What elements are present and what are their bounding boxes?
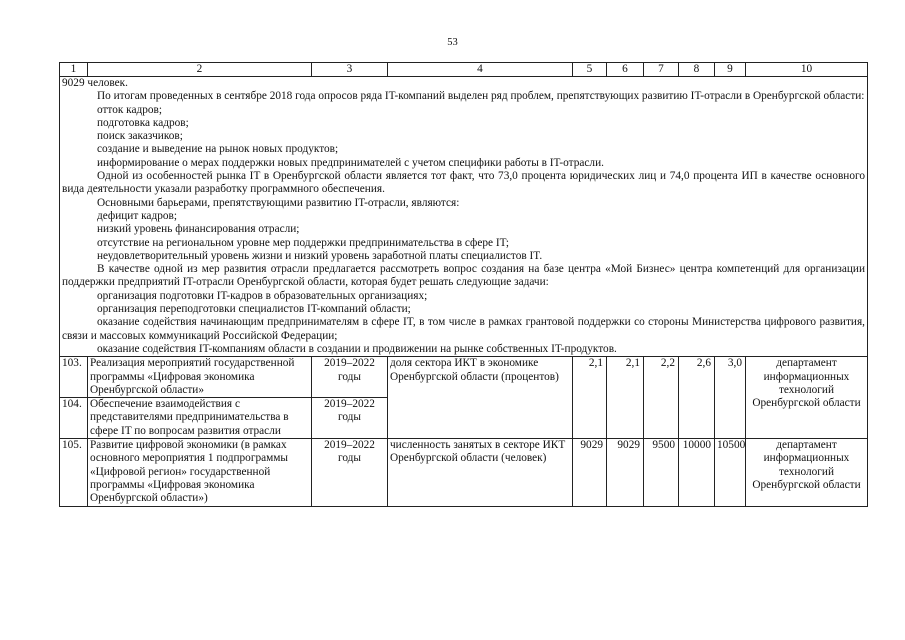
list-item: отсутствие на региональном уровне мер поддержки предпринимательства в сфере IT; <box>97 236 510 249</box>
indicator-cell: доля сектора ИКТ в экономике Оренбургской области (процентов) <box>388 357 573 439</box>
header-cell: 2 <box>88 63 312 77</box>
header-cell: 1 <box>60 63 88 77</box>
value-cell: 2,6 <box>679 357 715 439</box>
paragraph: Одной из особенностей рынка IT в Оренбургской области является тот факт, что 73,0 процента юридических лиц и 74,0 процента ИП в качестве основного вида деятельности указали разработку программного обеспечения. <box>62 170 865 196</box>
department-cell: департамент информационных технологий Оренбургской области <box>746 439 868 506</box>
row-number: 104. <box>60 398 88 439</box>
value-cell: 2,1 <box>573 357 607 439</box>
period-cell: 2019–2022 годы <box>312 439 388 506</box>
period-cell: 2019–2022 годы <box>312 357 388 398</box>
text-row <box>60 77 868 357</box>
list-item: организация подготовки IT-кадров в образовательных организациях; <box>97 289 428 302</box>
value-cell: 2,2 <box>644 357 679 439</box>
period-cell: 2019–2022 годы <box>312 398 388 439</box>
value-cell: 9029 <box>607 439 644 506</box>
page-number: 53 <box>447 37 458 48</box>
row-number: 105. <box>60 439 88 506</box>
header-cell: 4 <box>388 63 573 77</box>
header-cell: 7 <box>644 63 679 77</box>
list-item: организация переподготовки специалистов IT-компаний области; <box>97 303 411 316</box>
list-item: низкий уровень финансирования отрасли; <box>97 223 300 236</box>
list-item: дефицит кадров; <box>97 209 177 222</box>
list-item: создание и выведение на рынок новых продуктов; <box>97 143 339 156</box>
list-item: подготовка кадров; <box>97 116 189 129</box>
paragraph: Основными барьерами, препятствующими развитию IT-отрасли, являются: <box>97 196 460 209</box>
value-cell: 9029 <box>573 439 607 506</box>
header-cell: 3 <box>312 63 388 77</box>
header-cell: 5 <box>573 63 607 77</box>
header-cell: 9 <box>715 63 746 77</box>
measure-cell: Развитие цифровой экономики (в рамках основного мероприятия 1 подпрограммы «Цифровой регион» государственной программы «Цифровая экономика Оренбургской области») <box>88 439 312 506</box>
paragraph: 9029 человек. <box>62 77 128 89</box>
row-number: 103. <box>60 357 88 398</box>
list-item: неудовлетворительный уровень жизни и низкий уровень заработной платы специалистов IT. <box>97 249 543 262</box>
value-cell: 9500 <box>644 439 679 506</box>
measure-cell: Обеспечение взаимодействия с представителями предпринимательства в сфере IT по вопросам развития отрасли <box>88 398 312 439</box>
list-item: информирование о мерах поддержки новых предпринимателей с учетом специфики работы в IT-отрасли. <box>97 156 604 169</box>
value-cell: 10000 <box>679 439 715 506</box>
list-item: оказание содействия начинающим предпринимателям в сфере IT, в том числе в рамках грантовой поддержки со стороны Министерства цифрового развития, связи и массовых коммуникаций Российской Федерации; <box>62 316 865 342</box>
list-item: оказание содействия IT-компаниям области в создании и продвижении на рынке собственных IT-продуктов. <box>97 342 617 355</box>
indicator-cell: численность занятых в секторе ИКТ Оренбургской области (человек) <box>388 439 573 506</box>
list-item: отток кадров; <box>97 103 163 116</box>
list-item: поиск заказчиков; <box>97 130 183 143</box>
header-cell: 10 <box>746 63 868 77</box>
value-cell: 2,1 <box>607 357 644 439</box>
measure-cell: Реализация мероприятий государственной программы «Цифровая экономика Оренбургской области» <box>88 357 312 398</box>
table-row-103 <box>60 357 868 398</box>
column-number-header <box>60 63 868 77</box>
header-cell: 8 <box>679 63 715 77</box>
value-cell: 10500 <box>715 439 746 506</box>
paragraph: По итогам проведенных в сентябре 2018 года опросов ряда IT-компаний выделен ряд проблем, препятствующих развитию IT-отрасли в Оренбургской области: <box>97 90 865 103</box>
plan-table <box>59 62 868 507</box>
value-cell: 3,0 <box>715 357 746 439</box>
table-row-105 <box>60 439 868 506</box>
department-cell: департамент информационных технологий Оренбургской области <box>746 357 868 439</box>
paragraph: В качестве одной из мер развития отрасли предлагается рассмотреть вопрос создания на базе центра «Мой Бизнес» центра компетенций для организации поддержки предприятий IT-отрасли Оренбургской области, которая будет решать следующие задачи: <box>62 263 865 289</box>
narrative-text <box>60 77 868 357</box>
header-cell: 6 <box>607 63 644 77</box>
